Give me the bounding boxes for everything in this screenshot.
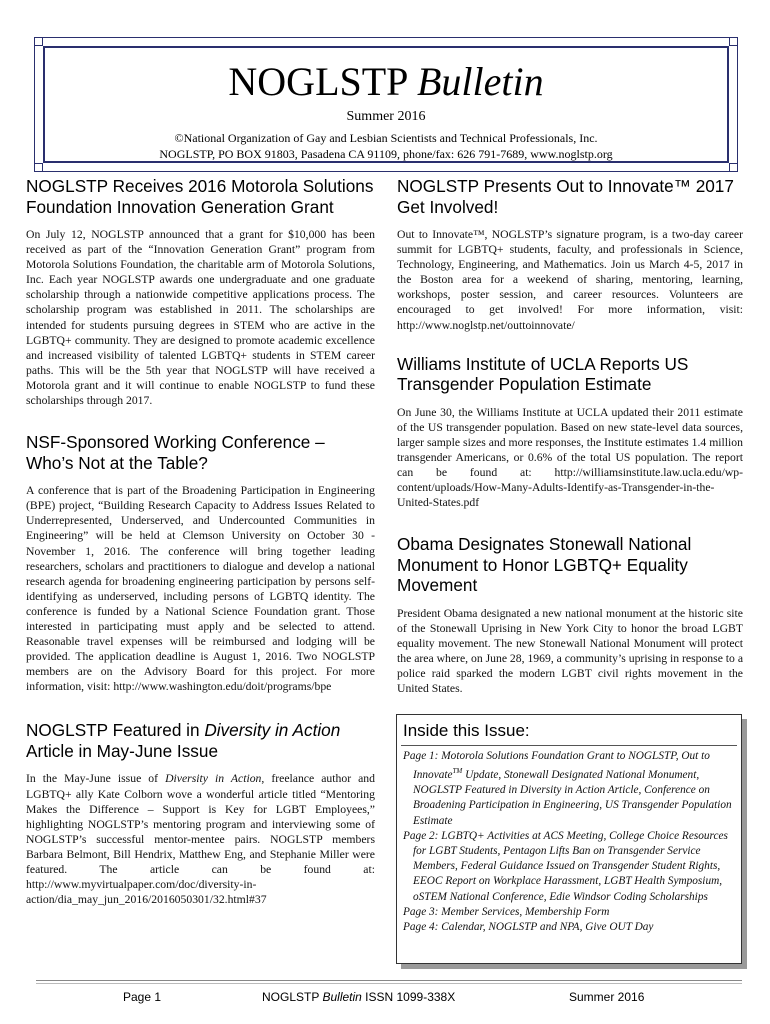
corner-ornament-br	[729, 163, 738, 172]
footer-page-number: Page 1	[123, 990, 162, 1004]
right-column	[397, 176, 743, 696]
contents-page-2: Page 2: LGBTQ+ Activities at ACS Meeting, College Choice Resources for LGBT Students, Pentagon Lifts Ban on Transgender Service Members, Federal Guidance Issued on Transgender Student Rights, EEOC Report on Workplace Harassment, LGBT Health Symposium, oSTEM National Conference, Edie Windsor Coding Scholarships	[403, 829, 728, 903]
heading-italic: Diversity in Action	[204, 720, 341, 741]
article-body: On June 30, the Williams Institute at UCLA updated their 2011 estimate of the US transgender population. Based on new state-level data sources, larger sample sizes and more responses, the Institute estimates 1.4 million transgender Americans, or 0.6% of the total US population. The report can be found at: http://williamsinstitute.law.ucla.edu/wp-content/uploads/How-Many-Adults-Identify-as-Transgender-in-the-United-States.pdf	[397, 405, 743, 510]
corner-ornament-tl	[34, 37, 43, 46]
footer-pub-part: ISSN 1099-338X	[361, 990, 456, 1004]
footer-pub-part: NOGLSTP	[262, 990, 323, 1004]
issue-season: Summer 2016	[346, 109, 426, 124]
contents-text: Update, Stonewall Designated National Monument, NOGLSTP Featured in Diversity in Action Article, Conference on Broadening Participation in Engineering, US Transgender Population Estimate	[413, 768, 732, 827]
contents-page-4: Page 4: Calendar, NOGLSTP and NPA, Give OUT Day	[403, 921, 654, 933]
inside-divider	[401, 745, 737, 746]
corner-ornament-tr	[729, 37, 738, 46]
trademark-sup: TM	[452, 767, 463, 776]
body-italic: Diversity in Action	[165, 772, 262, 786]
masthead-inner	[43, 46, 729, 163]
newsletter-title	[45, 58, 727, 106]
corner-ornament-bl	[34, 163, 43, 172]
footer-pub-italic: Bulletin	[322, 990, 362, 1004]
article-body: Out to Innovate™, NOGLSTP’s signature program, is a two-day career summit for LGBTQ+ students, faculty, and professionals in Science, Technology, Engineering, and Mathematics. Join us March 4-5, 2017 in the Boston area for a weekend of sharing, mentoring, learning, workshops, poster session, and career resources. Volunteers are encouraged to get involved! For more information, visit: http://www.noglstp.net/outtoinnovate/	[397, 228, 743, 332]
inside-title: Inside this Issue:	[403, 721, 530, 740]
footer-publication	[262, 990, 455, 1004]
article-motorola-grant	[26, 176, 375, 408]
title-plain: NOGLSTP	[228, 59, 407, 104]
article-diversity-in-action	[26, 720, 375, 907]
article-heading: NOGLSTP Presents Out to Innovate™ 2017 Get Involved!	[397, 176, 734, 217]
article-heading: NSF-Sponsored Working Conference – Who’s Not at the Table?	[26, 432, 325, 473]
article-heading: Williams Institute of UCLA Reports US Transgender Population Estimate	[397, 353, 689, 395]
article-williams-institute	[397, 354, 743, 511]
inside-this-issue-box	[396, 714, 742, 964]
masthead	[34, 37, 738, 172]
address-line: NOGLSTP, PO BOX 91803, Pasadena CA 91109, phone/fax: 626 791-7689, www.noglstp.org	[159, 147, 613, 161]
article-body	[26, 771, 375, 907]
footer-issue: Summer 2016	[569, 990, 645, 1004]
contents-text: Page 1: Motorola Solutions Foundation Grant to NOGLSTP, Out to Innovate	[403, 750, 710, 781]
article-body: President Obama designated a new national monument at the historic site of the Stonewall Uprising in New York City to honor the broad LGBT equality movement. The new Stonewall National Monument will protect the area where, on June 28, 1969, a community’s uprising in response to a police raid sparked the modern LGBT civil rights movement in the United States.	[397, 606, 744, 696]
title-italic: Bulletin	[416, 59, 544, 104]
article-body: On July 12, NOGLSTP announced that a grant for $10,000 has been received as part of the “Innovation Generation Grant” program from Motorola Solutions Foundation, the charitable arm of Motorola Solutions, Inc. Each year NOGLSTP awards one undergraduate and one graduate scholarship through a nationwide competitive applications process. The scholarship program was established in 2011. The scholarships are intended for students pursuing degrees in STEM who are active in the LGBTQ+ community. They are designed to promote academic excellence and increased visibility of talented LGBTQ+ students in STEM career paths. This will be the 5th year that NOGLSTP will have received a Motorola grant and it will continue to enable NOGLSTP to fund these scholarships through 2017.	[26, 228, 375, 408]
article-heading: Obama Designates Stonewall National Monument to Honor LGBTQ+ Equality Movement	[397, 534, 692, 596]
footer-divider	[36, 980, 742, 981]
heading-part: NOGLSTP Featured in	[26, 720, 205, 741]
inside-contents-list	[403, 749, 735, 935]
footer-divider-secondary	[36, 983, 742, 984]
body-part: In the May-June issue of	[26, 772, 166, 786]
copyright-line: ©National Organization of Gay and Lesbian Scientists and Technical Professionals, Inc.	[174, 131, 598, 145]
article-body: A conference that is part of the Broadening Participation in Engineering (BPE) project, “Building Research Capacity to Address Issues Related to Underrepresented, Underserved, and Undercounted Communities in Engineering” will be held at Clemson University on October 30 - November 1, 2016. The conference will bring together leading researchers, scholars and practitioners to dialogue and develop a national research agenda for broadening engineering participation by persons self-identifying as underserved, including persons of LGBTQ identity. The conference is funded by a National Science Foundation grant. Those interested in participating must apply and be selected to attend. Reasonable travel expenses will be reimbursed and lodging will be provided. The application deadline is August 1, 2016. Two NOGLSTP members are on the Advisory Board for this project. For more information, visit: http://www.washington.edu/doit/programs/bpe	[26, 484, 375, 694]
contents-page-1	[403, 749, 735, 829]
left-column	[26, 176, 375, 907]
article-nsf-conference	[26, 432, 375, 694]
body-part: , freelance author and LGBTQ+ ally Kate Colborn wove a wonderful article titled “Mentoring Makes the Difference – Support is Key for LGBT Employees,” highlighting NOGLSTP’s mentoring program and interviewing some of NOGLSTP’s successful mentor-mentee pairs. NOGLSTP members Barbara Belmont, Bill Hendrix, Matthew Eng, and Stephanie Miller were featured. The article can be found at: http://www.myvirtualpaper.com/doc/diversity-in-action/dia_may_jun_2016/2016050301/32.html#37	[26, 772, 375, 907]
heading-part: Article in May-June Issue	[26, 740, 218, 761]
article-heading: NOGLSTP Receives 2016 Motorola Solutions Foundation Innovation Generation Grant	[26, 176, 374, 217]
article-stonewall	[397, 534, 743, 696]
article-heading	[26, 720, 375, 761]
contents-page-3: Page 3: Member Services, Membership Form	[403, 905, 610, 918]
article-out-to-innovate	[397, 176, 743, 333]
inside-box-frame	[396, 714, 742, 964]
